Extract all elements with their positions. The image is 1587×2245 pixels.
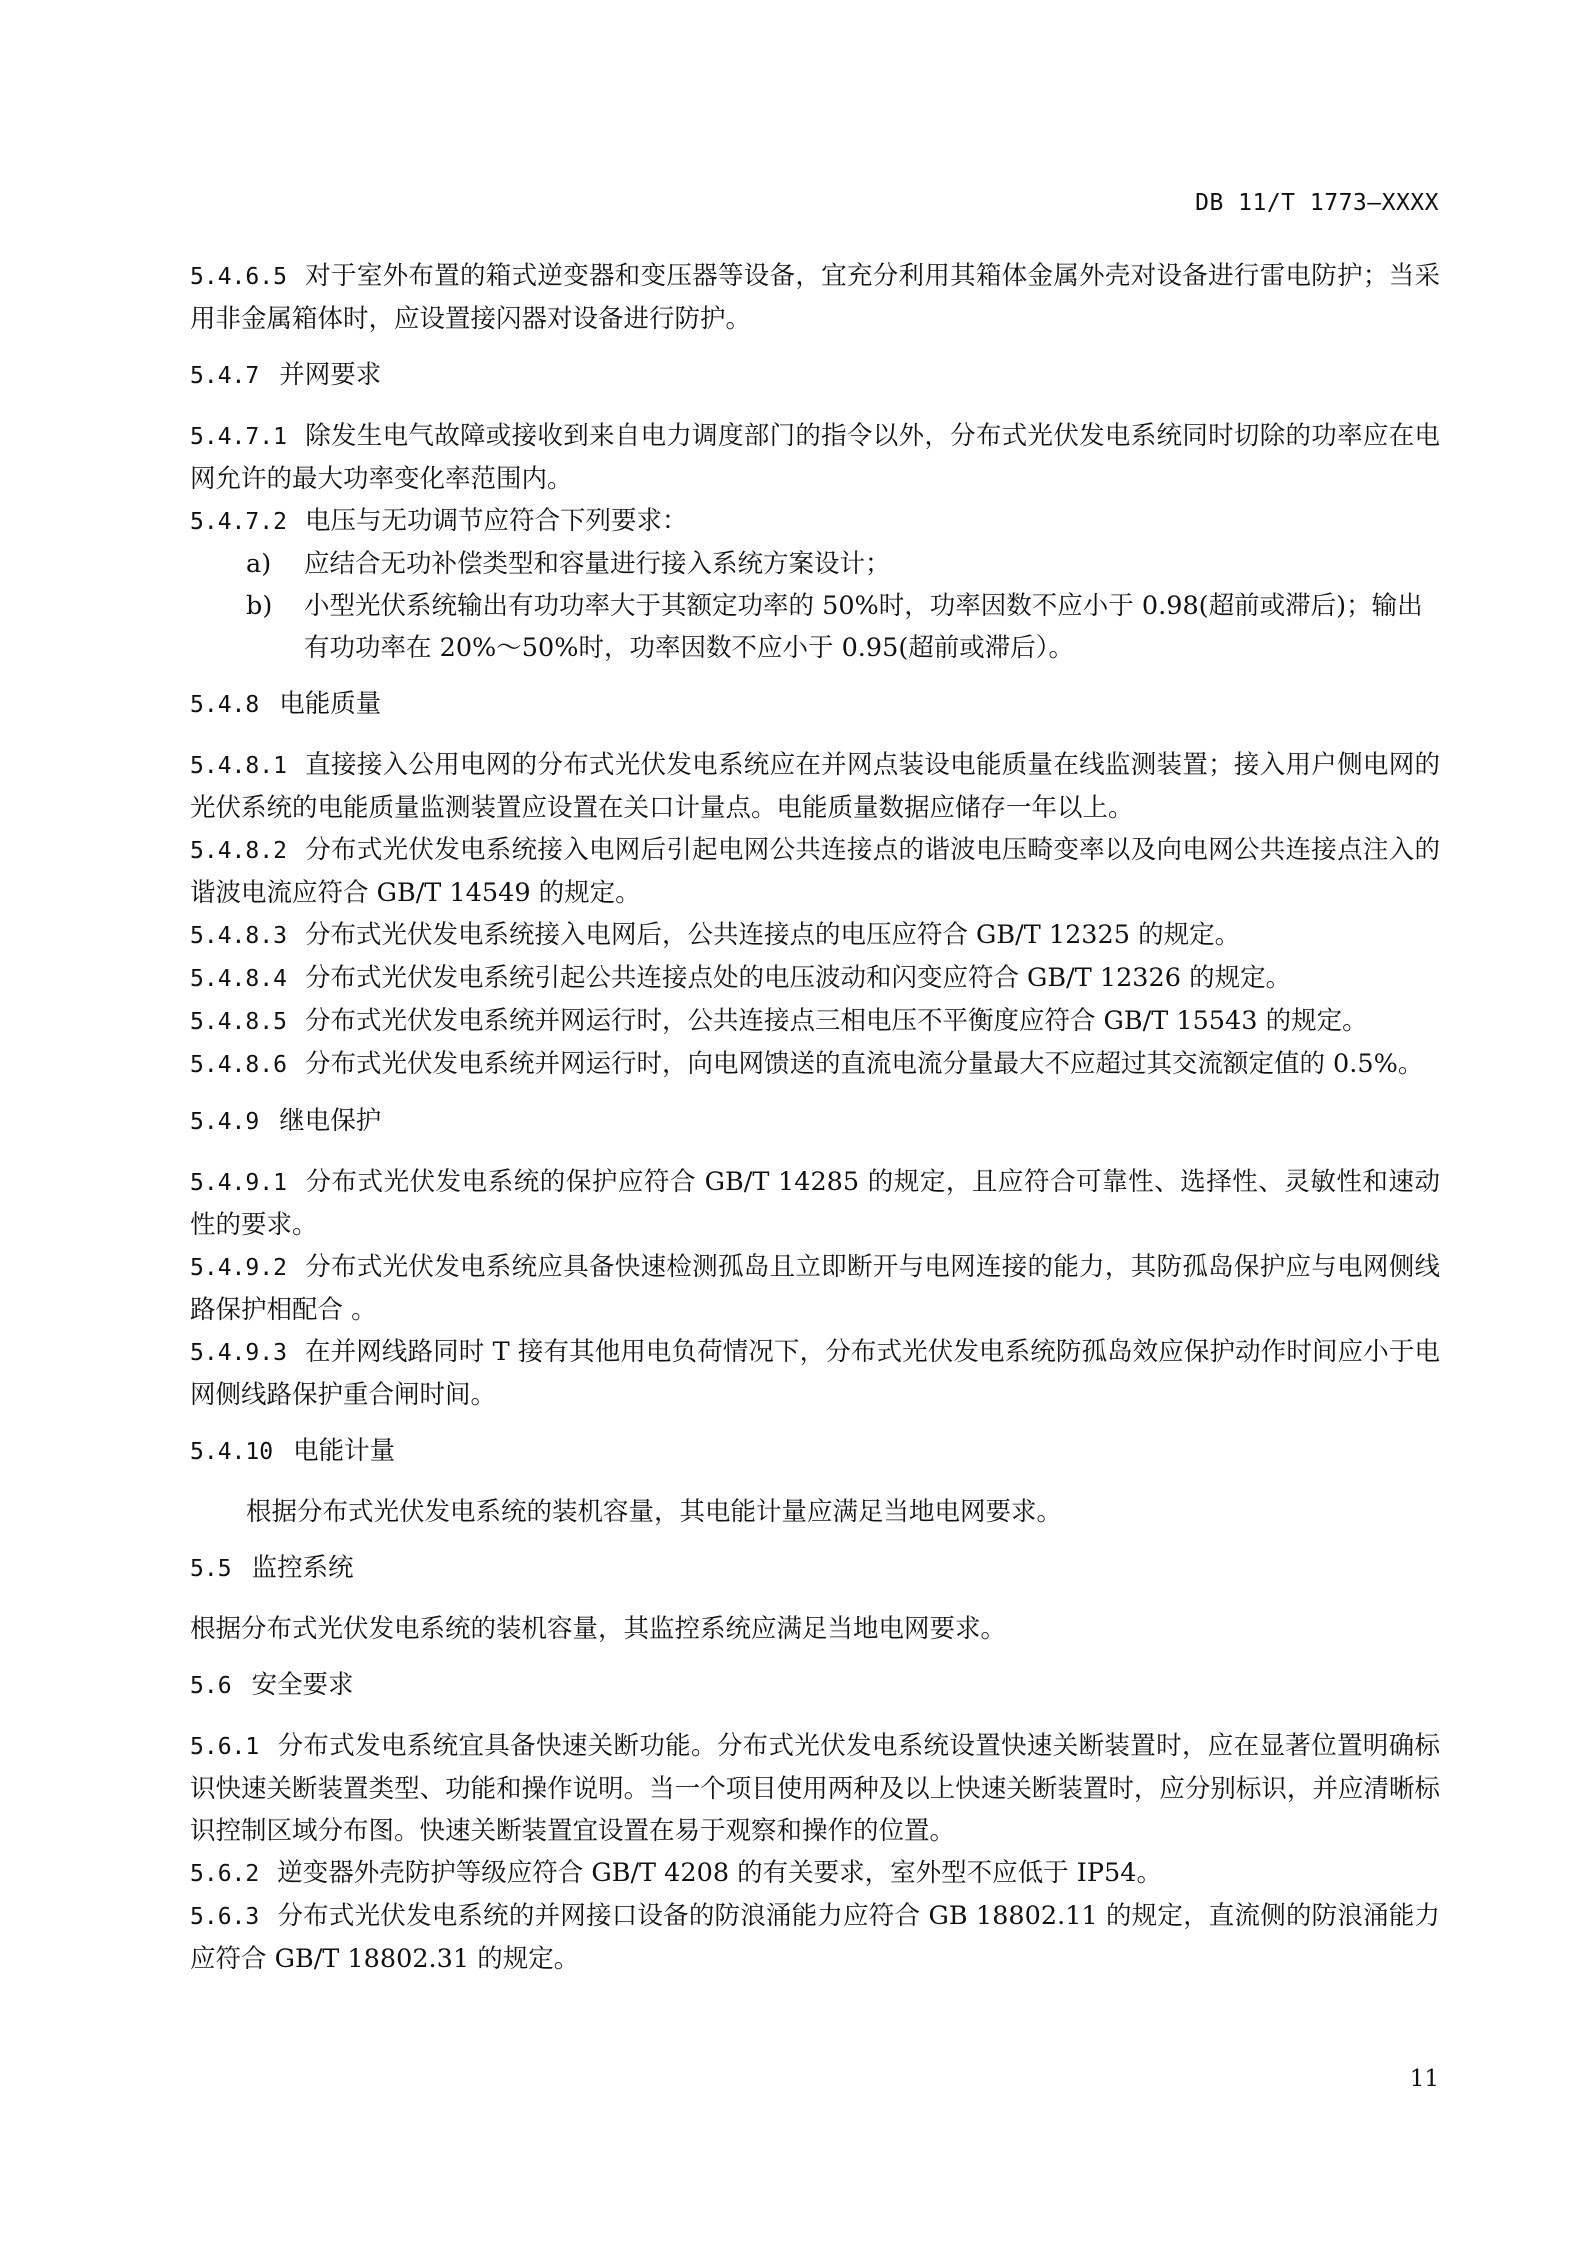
- section-number: 5.5: [190, 1556, 232, 1582]
- clause-5-4-8-3: [190, 914, 1440, 957]
- section-title: 电能计量: [293, 1436, 396, 1466]
- clause-5-4-6-5: [190, 255, 1440, 340]
- clause-number: 5.4.9.2: [190, 1255, 287, 1281]
- clause-text: 在并网线路同时 T 接有其他用电负荷情况下，分布式光伏发电系统防孤岛效应保护动作时间应小于电网侧线路保护重合闸时间。: [190, 1337, 1440, 1410]
- clause-number: 5.6.1: [190, 1734, 260, 1760]
- section-title: 并网要求: [279, 360, 382, 390]
- clause-text: 逆变器外壳防护等级应符合 GB/T 4208 的有关要求，室外型不应低于 IP54。: [277, 1858, 1162, 1888]
- document-code-header: DB 11/T 1773—XXXX: [1195, 190, 1439, 216]
- section-heading-5-4-8: [190, 683, 1440, 726]
- clause-5-4-8-2: [190, 829, 1440, 914]
- clause-text: 对于室外布置的箱式逆变器和变压器等设备，宜充分利用其箱体金属外壳对设备进行雷电防护；当采用非金属箱体时，应设置接闪器对设备进行防护。: [190, 261, 1440, 334]
- section-number: 5.4.7: [190, 363, 260, 389]
- clause-number: 5.4.8.1: [190, 753, 287, 779]
- clause-5-4-8-5: [190, 1000, 1440, 1043]
- clause-text: 分布式光伏发电系统并网运行时，公共连接点三相电压不平衡度应符合 GB/T 15543 的规定。: [304, 1006, 1368, 1036]
- clause-text: 直接接入公用电网的分布式光伏发电系统应在并网点装设电能质量在线监测装置；接入用户侧电网的光伏系统的电能质量监测装置应设置在关口计量点。电能质量数据应储存一年以上。: [190, 750, 1440, 823]
- clause-number: 5.4.7.1: [190, 424, 287, 450]
- clause-number: 5.4.6.5: [190, 264, 287, 290]
- clause-5-4-7-2: [190, 500, 1440, 543]
- section-title: 电能质量: [279, 689, 382, 719]
- clause-5-4-9-2: [190, 1246, 1440, 1331]
- clause-text: 分布式发电系统宜具备快速关断功能。分布式光伏发电系统设置快速关断装置时，应在显著位置明确标识快速关断装置类型、功能和操作说明。当一个项目使用两种及以上快速关断装置时，应分别标识，并应清晰标识控制区域分布图。快速关断装置宜设置在易于观察和操作的位置。: [190, 1731, 1440, 1846]
- clause-number: 5.4.9.3: [190, 1340, 287, 1366]
- section-number: 5.6: [190, 1673, 232, 1699]
- section-heading-5-4-9: [190, 1100, 1440, 1143]
- clause-number: 5.4.8.3: [190, 923, 287, 949]
- clause-text: 电压与无功调节应符合下列要求：: [304, 506, 688, 536]
- list-item: [190, 543, 1440, 585]
- clause-text: 分布式光伏发电系统的并网接口设备的防浪涌能力应符合 GB 18802.11 的规定，直流侧的防浪涌能力应符合 GB/T 18802.31 的规定。: [190, 1901, 1440, 1974]
- clause-text: 分布式光伏发电系统应具备快速检测孤岛且立即断开与电网连接的能力，其防孤岛保护应与电网侧线路保护相配合 。: [190, 1252, 1440, 1325]
- list-item-label: b): [246, 591, 273, 621]
- clause-text: 除发生电气故障或接收到来自电力调度部门的指令以外，分布式光伏发电系统同时切除的功率应在电网允许的最大功率变化率范围内。: [190, 421, 1440, 494]
- paragraph-5-4-10: [190, 1491, 1440, 1533]
- section-title: 继电保护: [279, 1106, 382, 1136]
- clause-text: 分布式光伏发电系统接入电网后，公共连接点的电压应符合 GB/T 12325 的规定。: [304, 920, 1241, 950]
- clause-number: 5.4.8.4: [190, 966, 287, 992]
- paragraph-5-5: [190, 1608, 1440, 1650]
- clause-5-4-8-1: [190, 744, 1440, 829]
- document-body: [190, 255, 1440, 1980]
- clause-text: 分布式光伏发电系统接入电网后引起电网公共连接点的谐波电压畸变率以及向电网公共连接点注入的谐波电流应符合 GB/T 14549 的规定。: [190, 835, 1440, 908]
- section-title: 安全要求: [251, 1670, 354, 1700]
- section-heading-5-4-7: [190, 354, 1440, 397]
- clause-number: 5.4.8.2: [190, 838, 287, 864]
- list-item-label: a): [246, 549, 272, 579]
- clause-5-4-9-3: [190, 1331, 1440, 1416]
- clause-number: 5.4.8.6: [190, 1052, 287, 1078]
- list-item: [190, 585, 1440, 669]
- page-number: 11: [1409, 2066, 1439, 2092]
- clause-5-6-1: [190, 1725, 1440, 1852]
- clause-5-4-7-1: [190, 415, 1440, 500]
- clause-text: 分布式光伏发电系统并网运行时，向电网馈送的直流电流分量最大不应超过其交流额定值的 0.5%。: [304, 1049, 1424, 1079]
- section-heading-5-5: [190, 1547, 1440, 1590]
- clause-5-4-8-6: [190, 1043, 1440, 1086]
- clause-text: 分布式光伏发电系统引起公共连接点处的电压波动和闪变应符合 GB/T 12326 的规定。: [304, 963, 1292, 993]
- clause-5-6-2: [190, 1852, 1440, 1895]
- clause-number: 5.4.7.2: [190, 509, 287, 535]
- clause-5-4-8-4: [190, 957, 1440, 1000]
- list-item-text: 应结合无功补偿类型和容量进行接入系统方案设计；: [304, 549, 891, 579]
- section-title: 监控系统: [251, 1553, 354, 1583]
- clause-number: 5.6.3: [190, 1904, 260, 1930]
- clause-number: 5.6.2: [190, 1861, 260, 1887]
- list-item-text: 小型光伏系统输出有功功率大于其额定功率的 50%时，功率因数不应小于 0.98(超前或滞后)；输出有功功率在 20%～50%时，功率因数不应小于 0.95(超前或滞后）。: [304, 591, 1423, 663]
- clause-number: 5.4.8.5: [190, 1009, 287, 1035]
- section-number: 5.4.9: [190, 1109, 260, 1135]
- section-number: 5.4.8: [190, 692, 260, 718]
- clause-5-6-3: [190, 1895, 1440, 1980]
- section-heading-5-4-10: [190, 1430, 1440, 1473]
- paragraph-text: 根据分布式光伏发电系统的装机容量，其电能计量应满足当地电网要求。: [246, 1497, 1063, 1527]
- clause-number: 5.4.9.1: [190, 1170, 287, 1196]
- clause-text: 分布式光伏发电系统的保护应符合 GB/T 14285 的规定，且应符合可靠性、选择性、灵敏性和速动性的要求。: [190, 1167, 1440, 1240]
- section-number: 5.4.10: [190, 1439, 274, 1465]
- section-heading-5-6: [190, 1664, 1440, 1707]
- clause-5-4-9-1: [190, 1161, 1440, 1246]
- paragraph-text: 根据分布式光伏发电系统的装机容量，其监控系统应满足当地电网要求。: [190, 1614, 1007, 1644]
